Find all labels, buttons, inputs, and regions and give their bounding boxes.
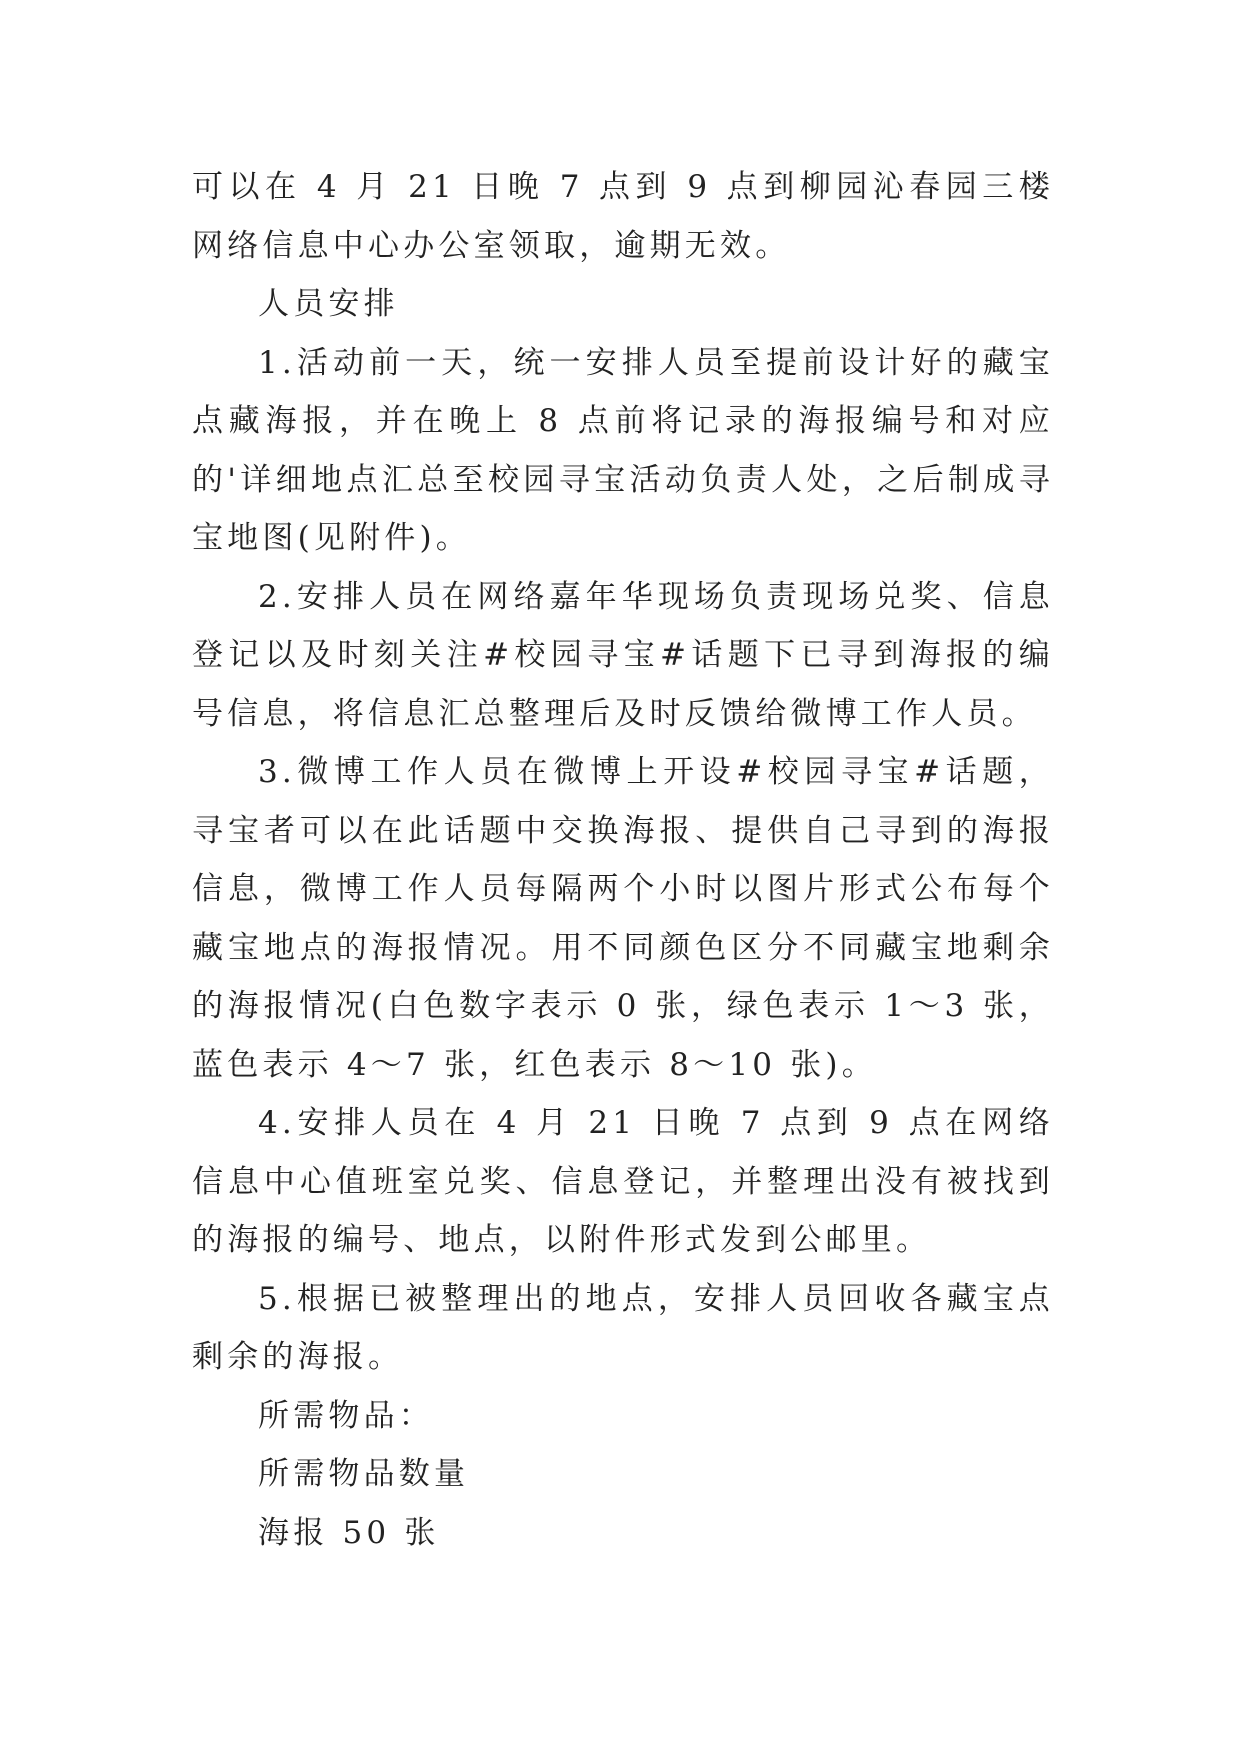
- section-heading-materials: 所需物品：: [258, 1397, 434, 1434]
- materials-table-header: 所需物品数量: [258, 1456, 470, 1492]
- paragraph-item-1: 1.活动前一天，统一安排人员至提前设计好的藏宝点藏海报，并在晚上 8 点前将记录的海报编号和对应的'详细地点汇总至校园寻宝活动负责人处，之后制成寻宝地图(见附件)。: [192, 344, 1054, 556]
- paragraph-continuation: 可以在 4 月 21 日晚 7 点到 9 点到柳园沁春园三楼网络信息中心办公室领取，逾期无效。: [192, 169, 1054, 264]
- paragraph-item-3: 3.微博工作人员在微博上开设#校园寻宝#话题，寻宝者可以在此话题中交换海报、提供自己寻到的海报信息，微博工作人员每隔两个小时以图片形式公布每个藏宝地点的海报情况。用不同颜色区分不同藏宝地剩余的海报情况(白色数字表示 0 张，绿色表示 1～3 张，蓝色表示 4～7 张，红色表示 8～10 张)。: [192, 754, 1054, 1083]
- paragraph-item-2: 2.安排人员在网络嘉年华现场负责现场兑奖、信息登记以及时刻关注#校园寻宝#话题下已寻到海报的编号信息，将信息汇总整理后及时反馈给微博工作人员。: [192, 578, 1054, 732]
- section-heading-staffing: 人员安排: [258, 286, 399, 322]
- materials-item-poster: 海报 50 张: [258, 1514, 440, 1551]
- paragraph-item-5: 5.根据已被整理出的地点，安排人员回收各藏宝点剩余的海报。: [192, 1280, 1054, 1375]
- paragraph-item-4: 4.安排人员在 4 月 21 日晚 7 点到 9 点在网络信息中心值班室兑奖、信息登记，并整理出没有被找到的海报的编号、地点，以附件形式发到公邮里。: [192, 1105, 1054, 1258]
- document-body: [192, 158, 1054, 1562]
